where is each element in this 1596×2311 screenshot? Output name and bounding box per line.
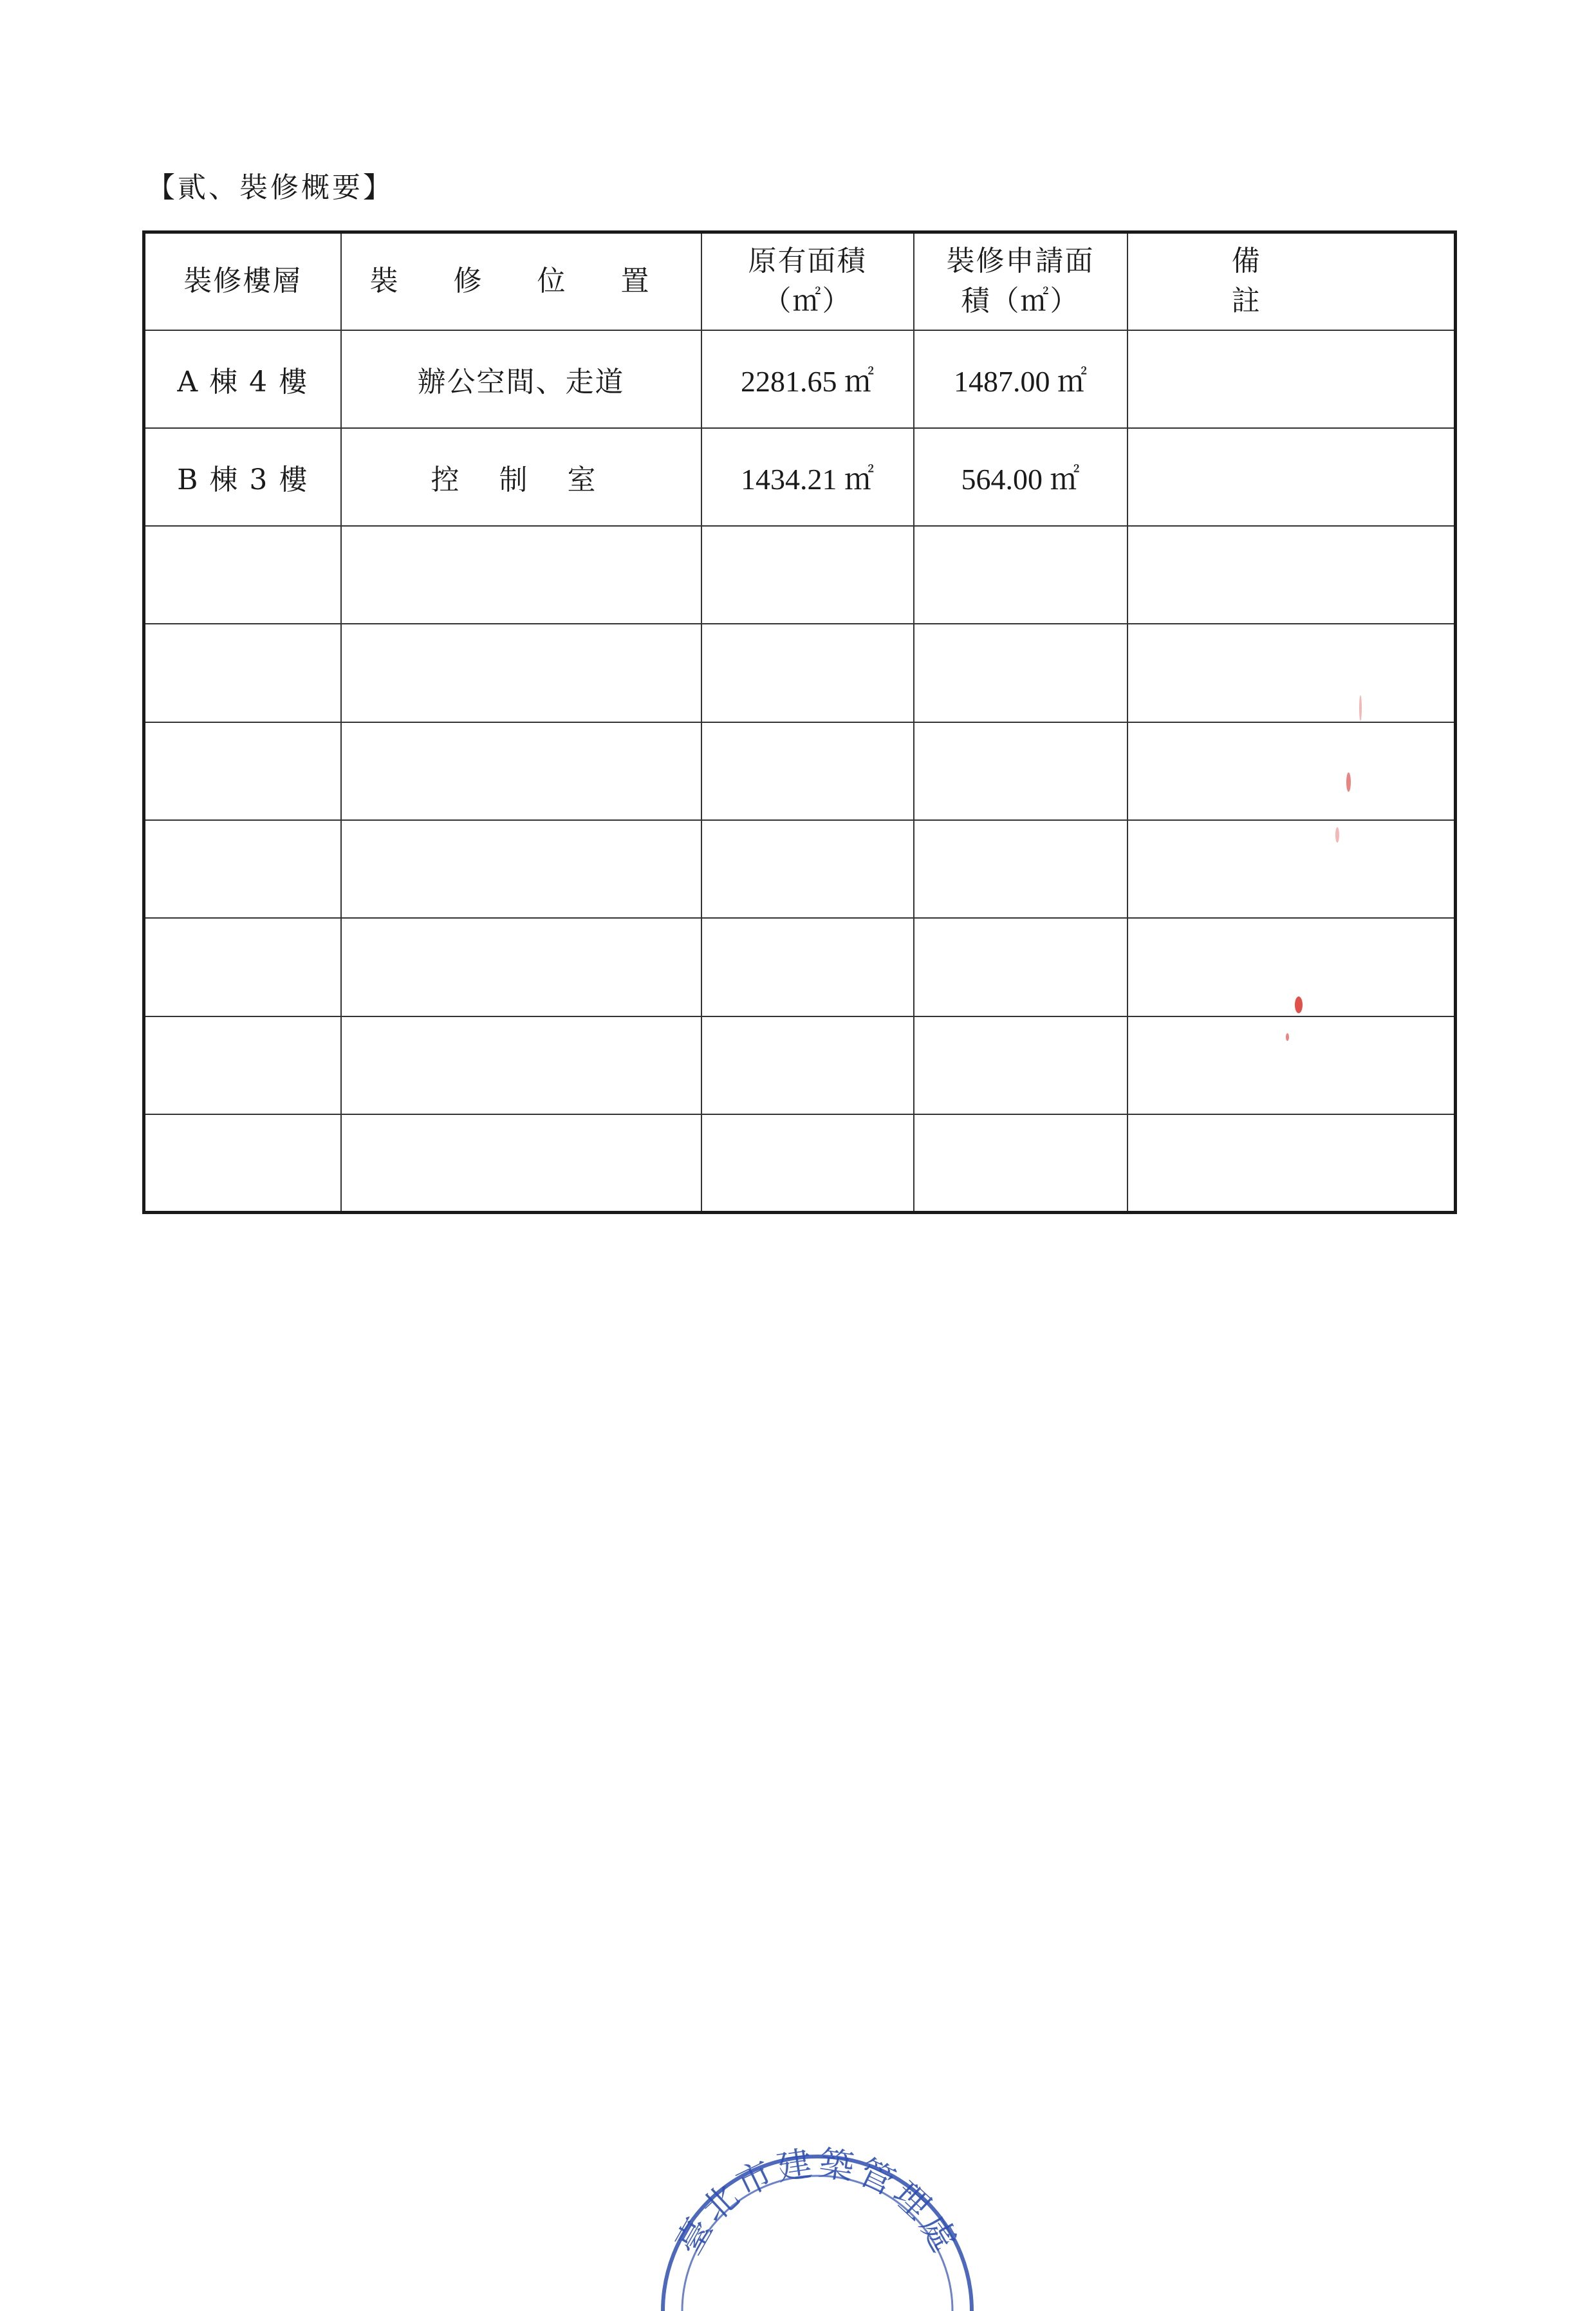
cell-applied-area: 564.00 ㎡ — [914, 428, 1127, 526]
table-row — [144, 428, 1456, 526]
section-title: 【貳、裝修概要】 — [147, 171, 394, 204]
table-row — [144, 1016, 1456, 1114]
cell-floor — [144, 918, 341, 1016]
header-floor: 裝修樓層 — [144, 232, 341, 330]
cell-remarks — [1127, 330, 1456, 428]
header-remarks: 備 註 — [1127, 232, 1456, 330]
cell-original-area: 2281.65 ㎡ — [701, 330, 914, 428]
header-applied-area-line2: 積（㎡） — [961, 285, 1080, 318]
cell-applied-area — [914, 1016, 1127, 1114]
red-ink-mark — [1295, 996, 1303, 1013]
cell-original-area — [701, 918, 914, 1016]
cell-floor: B 棟 3 樓 — [144, 428, 341, 526]
cell-location — [341, 918, 701, 1016]
cell-floor — [144, 526, 341, 624]
cell-remarks — [1127, 624, 1456, 722]
cell-original-area — [701, 1016, 914, 1114]
header-original-area — [701, 232, 914, 330]
cell-location — [341, 526, 701, 624]
cell-original-area — [701, 722, 914, 820]
cell-remarks — [1127, 1114, 1456, 1212]
cell-remarks — [1127, 526, 1456, 624]
cell-location — [341, 820, 701, 918]
cell-remarks — [1127, 722, 1456, 820]
table-row — [144, 918, 1456, 1016]
header-applied-area — [914, 232, 1127, 330]
cell-floor — [144, 624, 341, 722]
table-row — [144, 722, 1456, 820]
cell-applied-area — [914, 1114, 1127, 1212]
table-row — [144, 1114, 1456, 1212]
cell-remarks — [1127, 1016, 1456, 1114]
red-ink-mark — [1286, 1033, 1289, 1041]
cell-floor — [144, 722, 341, 820]
stamp-text: 臺北市建築管理處 — [668, 2144, 967, 2262]
cell-remarks — [1127, 428, 1456, 526]
red-ink-mark — [1346, 772, 1351, 792]
table-row — [144, 330, 1456, 428]
cell-original-area — [701, 820, 914, 918]
header-applied-area-line1: 裝修申請面 — [946, 245, 1095, 278]
cell-location: 辦公空間、走道 — [341, 330, 701, 428]
table-row — [144, 526, 1456, 624]
header-original-area-line1: 原有面積 — [748, 245, 867, 278]
red-ink-mark — [1359, 695, 1362, 721]
cell-location — [341, 1114, 701, 1212]
cell-applied-area — [914, 526, 1127, 624]
cell-remarks — [1127, 820, 1456, 918]
cell-location — [341, 1016, 701, 1114]
official-seal-stamp — [650, 2144, 985, 2311]
svg-text:臺北市建築管理處 — [668, 2144, 967, 2261]
cell-floor — [144, 1114, 341, 1212]
cell-applied-area — [914, 918, 1127, 1016]
cell-floor — [144, 1016, 341, 1114]
cell-remarks — [1127, 918, 1456, 1016]
cell-original-area — [701, 1114, 914, 1212]
cell-applied-area — [914, 722, 1127, 820]
cell-original-area — [701, 624, 914, 722]
cell-applied-area: 1487.00 ㎡ — [914, 330, 1127, 428]
cell-location — [341, 624, 701, 722]
cell-location: 控 制 室 — [341, 428, 701, 526]
cell-original-area — [701, 526, 914, 624]
table-row — [144, 820, 1456, 918]
table-row — [144, 624, 1456, 722]
header-location: 裝 修 位 置 — [341, 232, 701, 330]
table-header-row — [144, 232, 1456, 330]
red-ink-mark — [1335, 827, 1339, 843]
cell-original-area: 1434.21 ㎡ — [701, 428, 914, 526]
cell-applied-area — [914, 820, 1127, 918]
renovation-summary-table — [142, 230, 1457, 1214]
header-original-area-line2: （㎡） — [763, 285, 852, 318]
cell-location — [341, 722, 701, 820]
cell-floor — [144, 820, 341, 918]
cell-floor: A 棟 4 樓 — [144, 330, 341, 428]
cell-applied-area — [914, 624, 1127, 722]
